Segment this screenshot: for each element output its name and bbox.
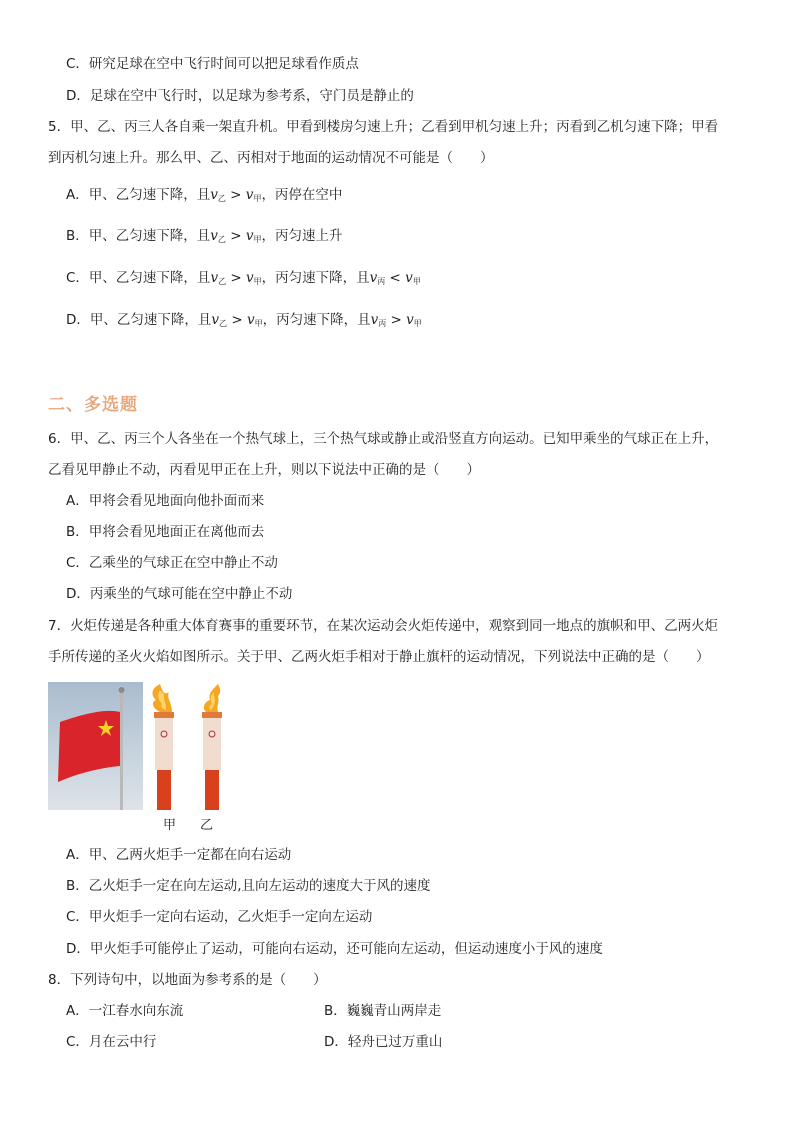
q8-option-a: A．一江春水向东流 [66, 1003, 184, 1019]
q5-option-b: B．甲、乙匀速下降，且$v_乙 > v_甲$，丙匀速上升 [66, 228, 343, 244]
q5-option-d: D．甲、乙匀速下降，且$v_乙 > v_甲$，丙匀速下降，且$v_丙 > v_甲$ [66, 312, 422, 328]
q6-option-d: D．丙乘坐的气球可能在空中静止不动 [66, 586, 293, 602]
q8-option-c: C．月在云中行 [66, 1034, 157, 1050]
torch-jia [153, 684, 174, 810]
q6-stem-line1: 6．甲、乙、丙三个人各坐在一个热气球上，三个热气球或静止或沿竖直方向运动。已知甲乘坐的气球正在上升， [48, 431, 719, 447]
q7-option-c: C．甲火炬手一定向右运动，乙火炬手一定向左运动 [66, 909, 373, 925]
q6-option-a: A．甲将会看见地面向他扑面而来 [66, 493, 265, 509]
figure-flag-and-torches [48, 682, 228, 832]
figure-label-yi: 乙 [200, 818, 214, 833]
section-title-multiple-choice: 二、多选题 [48, 395, 138, 415]
q5-stem-line2: 到丙机匀速上升。那么甲、乙、丙相对于地面的运动情况不可能是（ ） [48, 150, 494, 166]
q5-option-a: A．甲、乙匀速下降，且$v_乙 > v_甲$，丙停在空中 [66, 187, 343, 203]
flag-photo [48, 682, 143, 810]
q6-stem-line2: 乙看见甲静止不动，丙看见甲正在上升，则以下说法中正确的是（ ） [48, 462, 480, 478]
q4-option-d: D．足球在空中飞行时，以足球为参考系，守门员是静止的 [66, 88, 414, 104]
q6-option-c: C．乙乘坐的气球正在空中静止不动 [66, 555, 278, 571]
q7-option-d: D．甲火炬手可能停止了运动，可能向右运动，还可能向左运动，但运动速度小于风的速度 [66, 941, 603, 957]
q8-option-d: D．轻舟已过万重山 [324, 1034, 443, 1050]
q6-option-b: B．甲将会看见地面正在离他而去 [66, 524, 265, 540]
q7-stem-line1: 7．火炬传递是各种重大体育赛事的重要环节，在某次运动会火炬传递中，观察到同一地点的旗帜和甲、乙两火炬 [48, 618, 719, 634]
q5-option-c: C．甲、乙匀速下降，且$v_乙 > v_甲$，丙匀速下降，且$v_丙 < v_甲$ [66, 270, 421, 286]
q5-stem-line1: 5．甲、乙、丙三人各自乘一架直升机。甲看到楼房匀速上升；乙看到甲机匀速上升；丙看到乙机匀速下降；甲看 [48, 119, 719, 135]
torch-yi [202, 684, 222, 810]
q8-option-b: B．巍巍青山两岸走 [324, 1003, 442, 1019]
q8-stem: 8．下列诗句中，以地面为参考系的是（ ） [48, 972, 327, 988]
q7-option-b: B．乙火炬手一定在向左运动,且向左运动的速度大于风的速度 [66, 878, 431, 894]
q7-option-a: A．甲、乙两火炬手一定都在向右运动 [66, 847, 292, 863]
q4-option-c: C．研究足球在空中飞行时间可以把足球看作质点 [66, 56, 359, 72]
figure-label-jia: 甲 [163, 818, 177, 833]
q7-stem-line2: 手所传递的圣火火焰如图所示。关于甲、乙两火炬手相对于静止旗杆的运动情况，下列说法中正确的是（ ） [48, 649, 710, 665]
